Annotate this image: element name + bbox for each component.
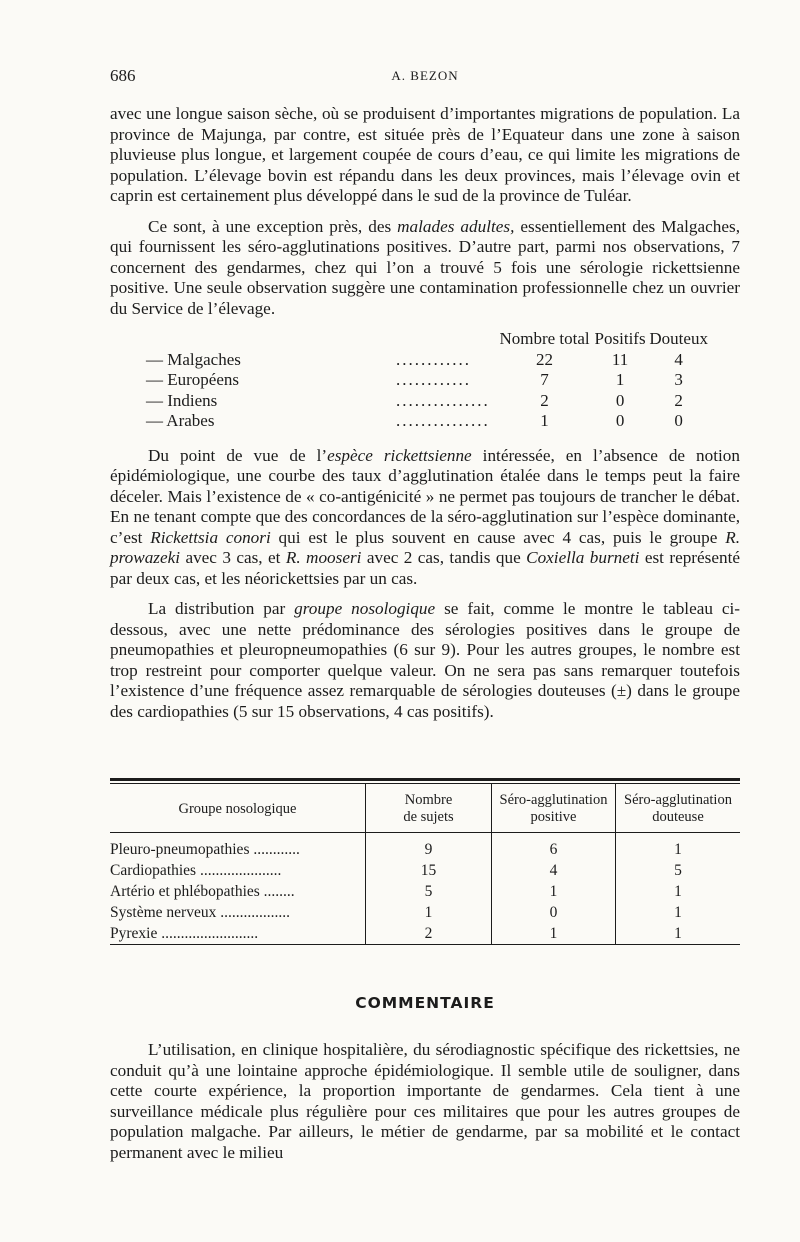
row-label: — Arabes (146, 411, 215, 430)
cell-total: 7 (540, 370, 549, 389)
table-row (110, 881, 740, 902)
section-heading: COMMENTAIRE (355, 994, 495, 1012)
cell-positive: 0 (615, 411, 625, 430)
cell-subjects: 2 (366, 923, 492, 944)
closing-text (110, 1040, 740, 1163)
text-run: Du point de vue de l’ (148, 445, 328, 465)
header-line: de sujets (403, 809, 454, 825)
column-header: Douteux (649, 329, 708, 348)
row-label: Artério et phlébopathies ........ (110, 883, 295, 900)
row-label: — Malgaches (146, 349, 241, 369)
table-row (110, 350, 710, 371)
column-header (492, 784, 616, 833)
table-row (110, 370, 710, 391)
column-header: Nombre total (499, 329, 590, 348)
cell-positive: 11 (611, 349, 629, 369)
paragraph (110, 217, 740, 320)
column-header: Groupe nosologique (110, 784, 366, 833)
dot-leader: ............... (396, 411, 490, 430)
cell-doubtful: 2 (674, 390, 683, 410)
cell-subjects: 1 (366, 902, 492, 923)
cell-doubtful: 1 (616, 923, 741, 944)
cell-subjects: 15 (366, 860, 492, 881)
header-line: douteuse (652, 809, 704, 825)
italic-text: espèce rickettsienne (327, 445, 472, 465)
row-label: Pyrexie ......................... (110, 925, 259, 942)
text-run: se fait, comme le montre le tableau ci-dessous, avec une nette prédominance des sérologies positives dans le groupe de pneumopathies et pleuropneumopathies (6 sur 9). Pour les autres groupes, le nombre est trop restreint pour comporter quelque valeur. On ne sera pas sans remarquer toutefois l’existence d’une fréquence assez remarquable de sérologies douteuses (±) dans le groupe des cardiopathies (5 sur 15 observations, 4 cas positifs). (110, 599, 740, 721)
paragraph (110, 446, 740, 590)
text-run: Ce sont, à une exception près, des (148, 216, 398, 236)
cell-doubtful: 3 (674, 370, 683, 389)
table-row (110, 923, 740, 944)
text-run: avec 3 cas, et (180, 548, 286, 567)
header-line: Nombre (404, 792, 453, 808)
cell-total: 2 (540, 390, 549, 410)
cell-doubtful: 1 (616, 881, 741, 902)
header-line: positive (530, 809, 577, 825)
dot-leader: ............ (396, 370, 471, 389)
text-run: essentiellement des Malgaches, qui fournissent les séro-agglutinations positives. D’autre part, parmi nos observations, 7 concernent des gendarmes, chez qui l’on a trouvé 5 fois une sérologie rickettsienne positive. Une seule observation suggère une contamination professionnelle chez un ouvrier du Service de l’élevage. (110, 216, 740, 318)
text-run: est représenté par deux cas, et les néorickettsies par un cas. (110, 548, 740, 588)
cell-doubtful: 4 (674, 349, 683, 369)
dot-leader: ............ (396, 349, 471, 369)
column-header (616, 784, 741, 833)
running-head (110, 66, 740, 88)
paragraph: L’utilisation, en clinique hospitalière, du sérodiagnostic spécifique des rickettsies, ne conduit qu’à une lointaine approche épidémiologique. Il semble utile de souligner, dans cette courte expérience, la proportion importante de gendarmes. Cela tient à une surveillance médicale plus régulière pour ces militaires que pour les autres groupes de population malgache. Par ailleurs, le métier de gendarme, par sa mobilité et le contact permanent avec le milieu (110, 1040, 740, 1162)
table-row (110, 411, 710, 432)
page-number: 686 (110, 66, 136, 85)
cell-doubtful: 5 (616, 860, 741, 881)
cell-subjects: 9 (366, 833, 492, 861)
italic-text: R. prowazeki (110, 527, 740, 567)
text-run: qui est le plus souvent en cause avec 4 cas, puis le groupe (270, 527, 726, 547)
paragraph (110, 599, 740, 722)
population-table (110, 329, 710, 432)
cell-doubtful: 0 (674, 411, 683, 430)
cell-total: 22 (536, 349, 554, 369)
cell-doubtful: 1 (616, 833, 741, 861)
cell-positive: 0 (615, 390, 625, 410)
cell-subjects: 5 (366, 881, 492, 902)
row-label: Pleuro-pneumopathies ............ (110, 841, 300, 858)
header-line: Séro-agglutination (499, 792, 608, 808)
row-label: Cardiopathies ..................... (110, 862, 282, 879)
nosology-table (110, 778, 740, 945)
table-top-rule (110, 778, 740, 781)
table-row (110, 860, 740, 881)
italic-text: R. mooseri (285, 548, 362, 567)
cell-positive: 1 (615, 370, 625, 389)
italic-text: Coxiella burneti (526, 548, 640, 567)
text-run: La distribution par (148, 599, 295, 618)
cell-positive: 6 (492, 833, 616, 861)
body-text (110, 104, 740, 722)
cell-doubtful: 1 (616, 902, 741, 923)
row-label: Système nerveux .................. (110, 904, 290, 921)
cell-positive: 1 (492, 923, 616, 944)
table-header-row (110, 329, 710, 350)
cell-positive: 1 (492, 881, 616, 902)
table-row (110, 391, 710, 412)
text-run: intéressée, en l’absence de notion épidémiologique, une courbe des taux d’agglutination étalée dans le temps peut la faire déceler. Mais l’existence de « co-antigénicité » ne permet pas toujours de trancher le débat. En ne tenant compte que des concordances de la séro-agglutination sur l’espèce dominante, c’est (110, 445, 740, 547)
column-header: Positifs (594, 329, 646, 348)
text-run: avec 2 cas, tandis que (361, 548, 527, 567)
header-line: Séro-agglutination (624, 792, 732, 808)
column-header (366, 784, 492, 833)
italic-text: Rickettsia conori (150, 527, 271, 547)
dot-leader: ............... (396, 390, 490, 410)
table-row (110, 902, 740, 923)
italic-text: malades adultes, (397, 216, 515, 236)
table-row (110, 833, 740, 861)
row-label: — Indiens (146, 390, 218, 410)
cell-positive: 4 (492, 860, 616, 881)
paragraph: avec une longue saison sèche, où se produisent d’importantes migrations de population. La province de Majunga, par contre, est située près de l’Equateur dans une zone à saison pluvieuse plus longue, et largement coupée de cours d’eau, ce qui limite les migrations de population. L’élevage bovin est répandu dans les deux provinces, mais l’élevage ovin et caprin est certainement plus développé dans le sud de la province de Tuléar. (110, 104, 740, 205)
table-bottom-rule (110, 944, 740, 945)
row-label: — Européens (146, 370, 240, 389)
cell-total: 1 (540, 411, 549, 430)
running-head-author: A. BEZON (391, 68, 459, 83)
table-header-row (110, 784, 740, 833)
italic-text: groupe nosologique (294, 599, 436, 618)
cell-positive: 0 (492, 902, 616, 923)
nosology-grid (110, 784, 740, 944)
